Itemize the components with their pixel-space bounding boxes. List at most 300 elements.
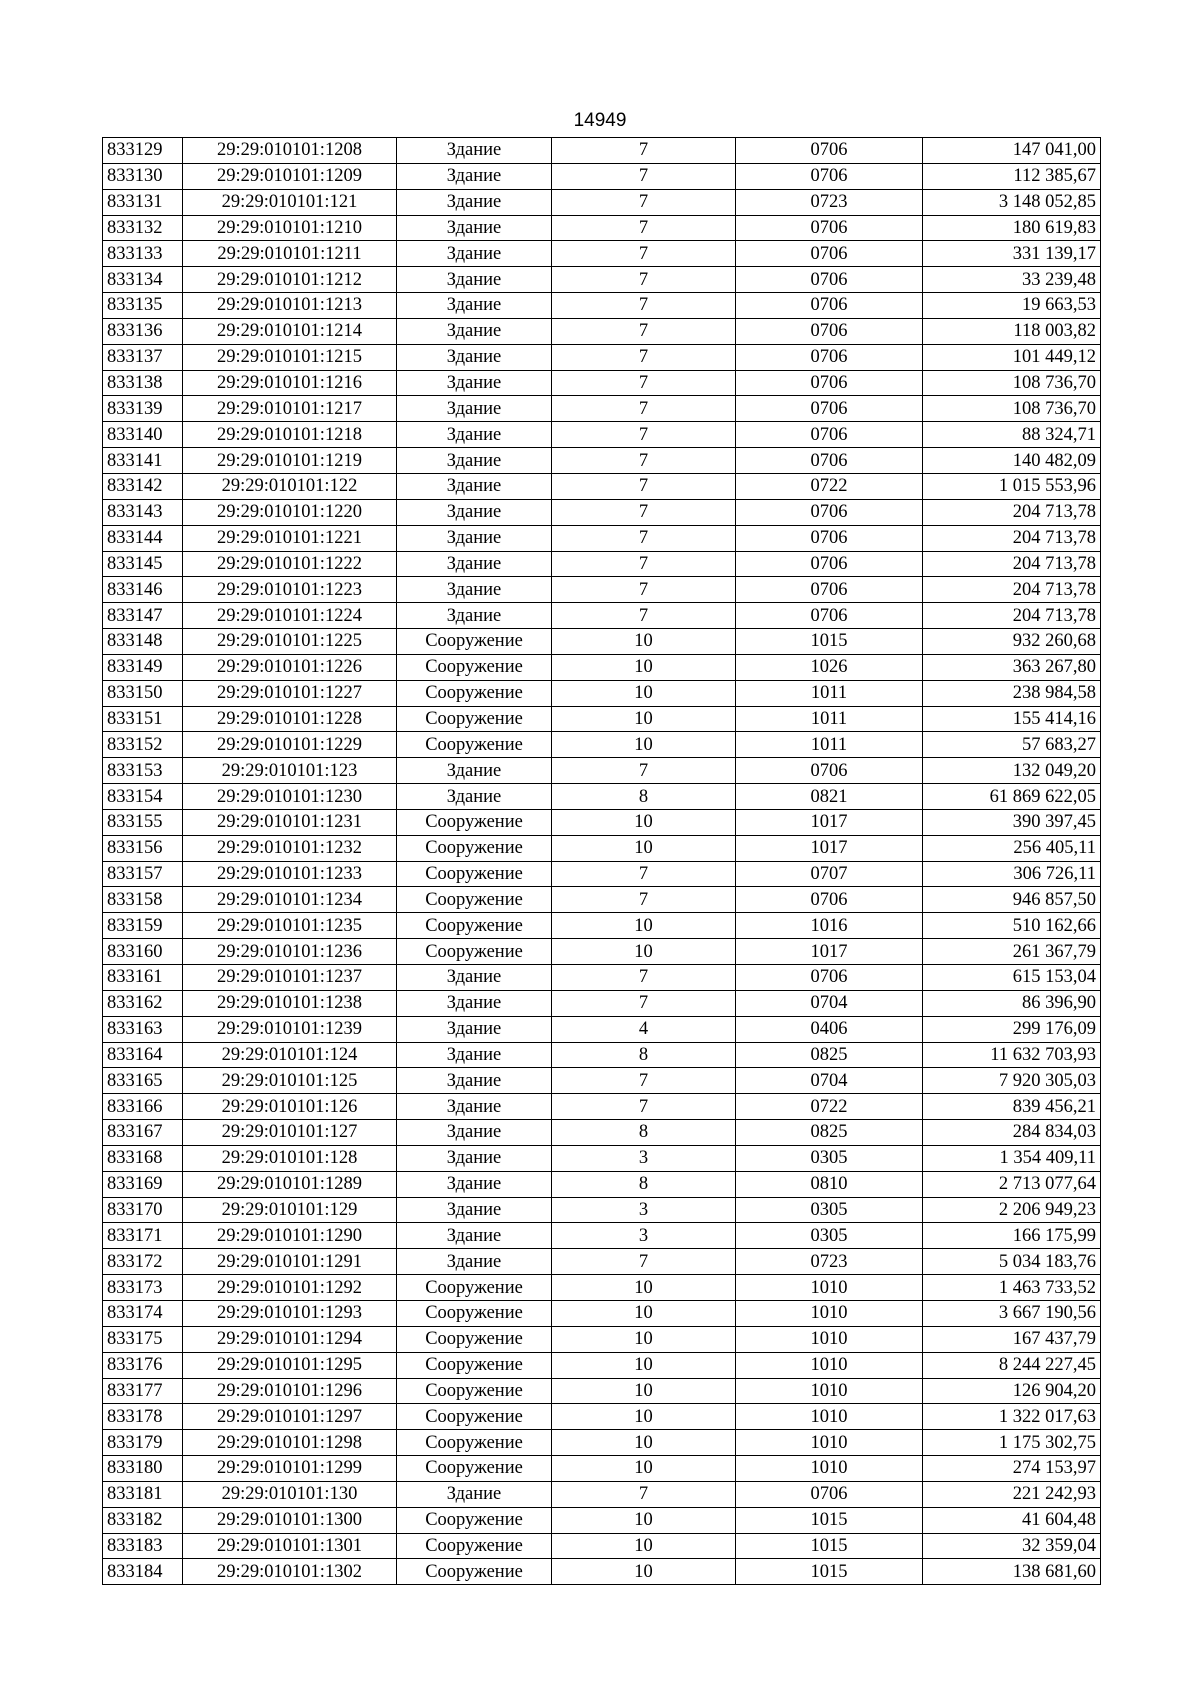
cadastral-value-cell: 132 049,20 [923,758,1101,784]
table-row [103,370,1101,396]
subgroup-code-cell: 0406 [736,1016,923,1042]
object-type-cell: Сооружение [397,1533,552,1559]
table-row [103,189,1101,215]
table-row [103,396,1101,422]
group-cell: 7 [552,267,736,293]
table-row [103,629,1101,655]
cadastral-number-cell: 29:29:010101:1214 [183,318,397,344]
object-type-cell: Сооружение [397,809,552,835]
cadastral-value-cell: 284 834,03 [923,1120,1101,1146]
cadastral-number-cell: 29:29:010101:127 [183,1120,397,1146]
table-row [103,525,1101,551]
row-number-cell: 833132 [103,215,183,241]
subgroup-code-cell: 0706 [736,293,923,319]
row-number-cell: 833179 [103,1430,183,1456]
table-row [103,577,1101,603]
subgroup-code-cell: 1010 [736,1300,923,1326]
group-cell: 7 [552,965,736,991]
row-number-cell: 833133 [103,241,183,267]
subgroup-code-cell: 0706 [736,267,923,293]
subgroup-code-cell: 0704 [736,990,923,1016]
table-row [103,1430,1101,1456]
subgroup-code-cell: 0706 [736,577,923,603]
group-cell: 10 [552,1300,736,1326]
cadastral-value-cell: 363 267,80 [923,654,1101,680]
object-type-cell: Сооружение [397,835,552,861]
object-type-cell: Сооружение [397,1507,552,1533]
table-row [103,965,1101,991]
cadastral-value-cell: 221 242,93 [923,1481,1101,1507]
cadastral-value-cell: 204 713,78 [923,551,1101,577]
cadastral-value-cell: 331 139,17 [923,241,1101,267]
cadastral-value-cell: 946 857,50 [923,887,1101,913]
subgroup-code-cell: 1010 [736,1275,923,1301]
cadastral-number-cell: 29:29:010101:1299 [183,1456,397,1482]
object-type-cell: Здание [397,1068,552,1094]
cadastral-number-cell: 29:29:010101:121 [183,189,397,215]
table-row [103,1300,1101,1326]
object-type-cell: Здание [397,577,552,603]
cadastral-value-cell: 140 482,09 [923,448,1101,474]
object-type-cell: Сооружение [397,1404,552,1430]
subgroup-code-cell: 0723 [736,189,923,215]
table-row [103,241,1101,267]
row-number-cell: 833168 [103,1145,183,1171]
cadastral-value-cell: 510 162,66 [923,913,1101,939]
subgroup-code-cell: 0305 [736,1223,923,1249]
object-type-cell: Здание [397,293,552,319]
object-type-cell: Здание [397,965,552,991]
page-number: 14949 [573,110,627,131]
group-cell: 10 [552,1507,736,1533]
subgroup-code-cell: 0305 [736,1145,923,1171]
group-cell: 7 [552,344,736,370]
row-number-cell: 833147 [103,603,183,629]
row-number-cell: 833184 [103,1559,183,1585]
group-cell: 10 [552,913,736,939]
object-type-cell: Здание [397,1223,552,1249]
subgroup-code-cell: 0704 [736,1068,923,1094]
table-row [103,551,1101,577]
row-number-cell: 833177 [103,1378,183,1404]
subgroup-code-cell: 1010 [736,1456,923,1482]
subgroup-code-cell: 1010 [736,1430,923,1456]
row-number-cell: 833131 [103,189,183,215]
row-number-cell: 833136 [103,318,183,344]
subgroup-code-cell: 0706 [736,396,923,422]
cadastral-value-cell: 108 736,70 [923,396,1101,422]
cadastral-value-cell: 167 437,79 [923,1326,1101,1352]
object-type-cell: Здание [397,396,552,422]
cadastral-number-cell: 29:29:010101:1298 [183,1430,397,1456]
cadastral-number-cell: 29:29:010101:1215 [183,344,397,370]
object-type-cell: Здание [397,1016,552,1042]
cadastral-number-cell: 29:29:010101:1301 [183,1533,397,1559]
cadastral-number-cell: 29:29:010101:1294 [183,1326,397,1352]
table-body [103,138,1101,1585]
object-type-cell: Сооружение [397,913,552,939]
group-cell: 10 [552,1326,736,1352]
cadastral-number-cell: 29:29:010101:1291 [183,1249,397,1275]
subgroup-code-cell: 1017 [736,835,923,861]
cadastral-value-cell: 238 984,58 [923,680,1101,706]
cadastral-value-cell: 57 683,27 [923,732,1101,758]
cadastral-value-cell: 1 354 409,11 [923,1145,1101,1171]
object-type-cell: Здание [397,990,552,1016]
group-cell: 7 [552,861,736,887]
group-cell: 7 [552,887,736,913]
row-number-cell: 833157 [103,861,183,887]
table-row [103,1094,1101,1120]
table-row [103,344,1101,370]
cadastral-number-cell: 29:29:010101:1296 [183,1378,397,1404]
subgroup-code-cell: 0722 [736,1094,923,1120]
cadastral-value-cell: 61 869 622,05 [923,784,1101,810]
table-row [103,603,1101,629]
row-number-cell: 833159 [103,913,183,939]
group-cell: 7 [552,241,736,267]
table-row [103,887,1101,913]
object-type-cell: Сооружение [397,1378,552,1404]
table-row [103,784,1101,810]
subgroup-code-cell: 1017 [736,809,923,835]
row-number-cell: 833166 [103,1094,183,1120]
row-number-cell: 833142 [103,473,183,499]
table-row [103,835,1101,861]
table-row [103,293,1101,319]
group-cell: 10 [552,1404,736,1430]
cadastral-value-cell: 1 175 302,75 [923,1430,1101,1456]
subgroup-code-cell: 0706 [736,448,923,474]
subgroup-code-cell: 0706 [736,551,923,577]
subgroup-code-cell: 1010 [736,1378,923,1404]
object-type-cell: Здание [397,370,552,396]
object-type-cell: Здание [397,267,552,293]
row-number-cell: 833172 [103,1249,183,1275]
row-number-cell: 833143 [103,499,183,525]
subgroup-code-cell: 1017 [736,939,923,965]
table-row [103,267,1101,293]
table-row [103,1456,1101,1482]
row-number-cell: 833138 [103,370,183,396]
row-number-cell: 833183 [103,1533,183,1559]
group-cell: 7 [552,163,736,189]
row-number-cell: 833156 [103,835,183,861]
row-number-cell: 833130 [103,163,183,189]
object-type-cell: Сооружение [397,1559,552,1585]
table-row [103,732,1101,758]
subgroup-code-cell: 0821 [736,784,923,810]
table-row [103,861,1101,887]
object-type-cell: Здание [397,344,552,370]
group-cell: 10 [552,1275,736,1301]
table-row [103,654,1101,680]
subgroup-code-cell: 0722 [736,473,923,499]
group-cell: 8 [552,1042,736,1068]
object-type-cell: Сооружение [397,1352,552,1378]
table-row [103,1378,1101,1404]
row-number-cell: 833175 [103,1326,183,1352]
cadastral-number-cell: 29:29:010101:1221 [183,525,397,551]
row-number-cell: 833181 [103,1481,183,1507]
cadastral-number-cell: 29:29:010101:1238 [183,990,397,1016]
row-number-cell: 833162 [103,990,183,1016]
group-cell: 10 [552,732,736,758]
cadastral-number-cell: 29:29:010101:1234 [183,887,397,913]
table-row [103,163,1101,189]
object-type-cell: Здание [397,1145,552,1171]
cadastral-number-cell: 29:29:010101:1290 [183,1223,397,1249]
object-type-cell: Здание [397,138,552,164]
subgroup-code-cell: 0305 [736,1197,923,1223]
subgroup-code-cell: 1010 [736,1326,923,1352]
group-cell: 10 [552,680,736,706]
cadastral-number-cell: 29:29:010101:1219 [183,448,397,474]
table-row [103,1481,1101,1507]
subgroup-code-cell: 0825 [736,1120,923,1146]
table-row [103,990,1101,1016]
row-number-cell: 833165 [103,1068,183,1094]
object-type-cell: Здание [397,163,552,189]
object-type-cell: Здание [397,551,552,577]
object-type-cell: Здание [397,1171,552,1197]
group-cell: 10 [552,629,736,655]
table-row [103,422,1101,448]
table-row [103,1404,1101,1430]
cadastral-number-cell: 29:29:010101:1297 [183,1404,397,1430]
cadastral-value-cell: 138 681,60 [923,1559,1101,1585]
group-cell: 7 [552,422,736,448]
cadastral-value-cell: 147 041,00 [923,138,1101,164]
cadastral-value-cell: 274 153,97 [923,1456,1101,1482]
row-number-cell: 833163 [103,1016,183,1042]
object-type-cell: Сооружение [397,861,552,887]
cadastral-value-cell: 1 015 553,96 [923,473,1101,499]
object-type-cell: Здание [397,422,552,448]
row-number-cell: 833154 [103,784,183,810]
group-cell: 7 [552,577,736,603]
subgroup-code-cell: 0706 [736,138,923,164]
subgroup-code-cell: 1015 [736,1533,923,1559]
cadastral-number-cell: 29:29:010101:1211 [183,241,397,267]
cadastral-number-cell: 29:29:010101:123 [183,758,397,784]
subgroup-code-cell: 1015 [736,629,923,655]
cadastral-number-cell: 29:29:010101:1217 [183,396,397,422]
table-row [103,1145,1101,1171]
table-row [103,1559,1101,1585]
table-row [103,1326,1101,1352]
object-type-cell: Здание [397,525,552,551]
cadastral-value-cell: 86 396,90 [923,990,1101,1016]
table-row [103,809,1101,835]
row-number-cell: 833141 [103,448,183,474]
group-cell: 7 [552,499,736,525]
cadastral-number-cell: 29:29:010101:1227 [183,680,397,706]
row-number-cell: 833146 [103,577,183,603]
group-cell: 3 [552,1145,736,1171]
cadastral-number-cell: 29:29:010101:1293 [183,1300,397,1326]
cadastral-number-cell: 29:29:010101:1216 [183,370,397,396]
cadastral-value-cell: 306 726,11 [923,861,1101,887]
table-row [103,939,1101,965]
table-row [103,1275,1101,1301]
cadastral-number-cell: 29:29:010101:1235 [183,913,397,939]
cadastral-value-cell: 204 713,78 [923,499,1101,525]
row-number-cell: 833174 [103,1300,183,1326]
cadastral-number-cell: 29:29:010101:1226 [183,654,397,680]
subgroup-code-cell: 0723 [736,1249,923,1275]
cadastral-number-cell: 29:29:010101:122 [183,473,397,499]
table-row [103,1042,1101,1068]
row-number-cell: 833164 [103,1042,183,1068]
subgroup-code-cell: 0706 [736,422,923,448]
cadastral-value-cell: 19 663,53 [923,293,1101,319]
object-type-cell: Здание [397,758,552,784]
subgroup-code-cell: 0706 [736,344,923,370]
object-type-cell: Здание [397,241,552,267]
group-cell: 10 [552,835,736,861]
cadastral-number-cell: 29:29:010101:1302 [183,1559,397,1585]
row-number-cell: 833137 [103,344,183,370]
group-cell: 8 [552,784,736,810]
row-number-cell: 833129 [103,138,183,164]
group-cell: 7 [552,1094,736,1120]
row-number-cell: 833144 [103,525,183,551]
group-cell: 10 [552,809,736,835]
group-cell: 7 [552,551,736,577]
table-row [103,1249,1101,1275]
group-cell: 8 [552,1120,736,1146]
row-number-cell: 833169 [103,1171,183,1197]
row-number-cell: 833176 [103,1352,183,1378]
subgroup-code-cell: 1015 [736,1559,923,1585]
row-number-cell: 833150 [103,680,183,706]
object-type-cell: Здание [397,784,552,810]
cadastral-number-cell: 29:29:010101:126 [183,1094,397,1120]
cadastral-number-cell: 29:29:010101:1236 [183,939,397,965]
cadastral-value-cell: 7 920 305,03 [923,1068,1101,1094]
object-type-cell: Здание [397,603,552,629]
table-row [103,138,1101,164]
cadastral-value-cell: 33 239,48 [923,267,1101,293]
subgroup-code-cell: 1011 [736,680,923,706]
cadastral-value-cell: 932 260,68 [923,629,1101,655]
subgroup-code-cell: 1016 [736,913,923,939]
group-cell: 7 [552,525,736,551]
object-type-cell: Сооружение [397,1300,552,1326]
cadastral-number-cell: 29:29:010101:1225 [183,629,397,655]
row-number-cell: 833152 [103,732,183,758]
cadastral-number-cell: 29:29:010101:1220 [183,499,397,525]
group-cell: 7 [552,1481,736,1507]
cadastral-number-cell: 29:29:010101:124 [183,1042,397,1068]
group-cell: 7 [552,370,736,396]
group-cell: 7 [552,215,736,241]
object-type-cell: Здание [397,1481,552,1507]
subgroup-code-cell: 0706 [736,887,923,913]
group-cell: 7 [552,448,736,474]
table-row [103,1016,1101,1042]
cadastral-value-cell: 5 034 183,76 [923,1249,1101,1275]
subgroup-code-cell: 0706 [736,758,923,784]
row-number-cell: 833158 [103,887,183,913]
subgroup-code-cell: 0707 [736,861,923,887]
object-type-cell: Сооружение [397,680,552,706]
row-number-cell: 833173 [103,1275,183,1301]
table-row [103,1507,1101,1533]
object-type-cell: Сооружение [397,706,552,732]
table-row [103,318,1101,344]
row-number-cell: 833134 [103,267,183,293]
table-row [103,448,1101,474]
subgroup-code-cell: 1015 [736,1507,923,1533]
object-type-cell: Сооружение [397,732,552,758]
subgroup-code-cell: 0706 [736,241,923,267]
cadastral-number-cell: 29:29:010101:1210 [183,215,397,241]
cadastral-value-cell: 256 405,11 [923,835,1101,861]
cadastral-value-cell: 204 713,78 [923,603,1101,629]
object-type-cell: Сооружение [397,1326,552,1352]
cadastral-number-cell: 29:29:010101:1231 [183,809,397,835]
cadastral-number-cell: 29:29:010101:1208 [183,138,397,164]
cadastral-value-cell: 101 449,12 [923,344,1101,370]
group-cell: 10 [552,654,736,680]
table-row [103,706,1101,732]
cadastral-value-table [102,137,1101,1585]
cadastral-value-cell: 41 604,48 [923,1507,1101,1533]
object-type-cell: Сооружение [397,939,552,965]
row-number-cell: 833171 [103,1223,183,1249]
cadastral-number-cell: 29:29:010101:1289 [183,1171,397,1197]
subgroup-code-cell: 0706 [736,318,923,344]
cadastral-number-cell: 29:29:010101:1233 [183,861,397,887]
cadastral-value-cell: 8 244 227,45 [923,1352,1101,1378]
cadastral-value-cell: 118 003,82 [923,318,1101,344]
subgroup-code-cell: 0706 [736,499,923,525]
object-type-cell: Сооружение [397,887,552,913]
cadastral-number-cell: 29:29:010101:1228 [183,706,397,732]
subgroup-code-cell: 1010 [736,1404,923,1430]
cadastral-value-cell: 261 367,79 [923,939,1101,965]
cadastral-number-cell: 29:29:010101:1212 [183,267,397,293]
subgroup-code-cell: 0810 [736,1171,923,1197]
group-cell: 7 [552,758,736,784]
group-cell: 3 [552,1223,736,1249]
cadastral-number-cell: 29:29:010101:1237 [183,965,397,991]
cadastral-number-cell: 29:29:010101:1292 [183,1275,397,1301]
object-type-cell: Здание [397,473,552,499]
cadastral-value-cell: 299 176,09 [923,1016,1101,1042]
row-number-cell: 833160 [103,939,183,965]
group-cell: 7 [552,603,736,629]
cadastral-value-cell: 839 456,21 [923,1094,1101,1120]
cadastral-number-cell: 29:29:010101:1300 [183,1507,397,1533]
cadastral-number-cell: 29:29:010101:1230 [183,784,397,810]
group-cell: 3 [552,1197,736,1223]
group-cell: 10 [552,939,736,965]
table-row [103,758,1101,784]
group-cell: 7 [552,1068,736,1094]
cadastral-number-cell: 29:29:010101:1224 [183,603,397,629]
table-row [103,1533,1101,1559]
table-row [103,1120,1101,1146]
group-cell: 10 [552,1559,736,1585]
object-type-cell: Здание [397,1120,552,1146]
object-type-cell: Здание [397,215,552,241]
row-number-cell: 833170 [103,1197,183,1223]
table-row [103,473,1101,499]
object-type-cell: Сооружение [397,654,552,680]
